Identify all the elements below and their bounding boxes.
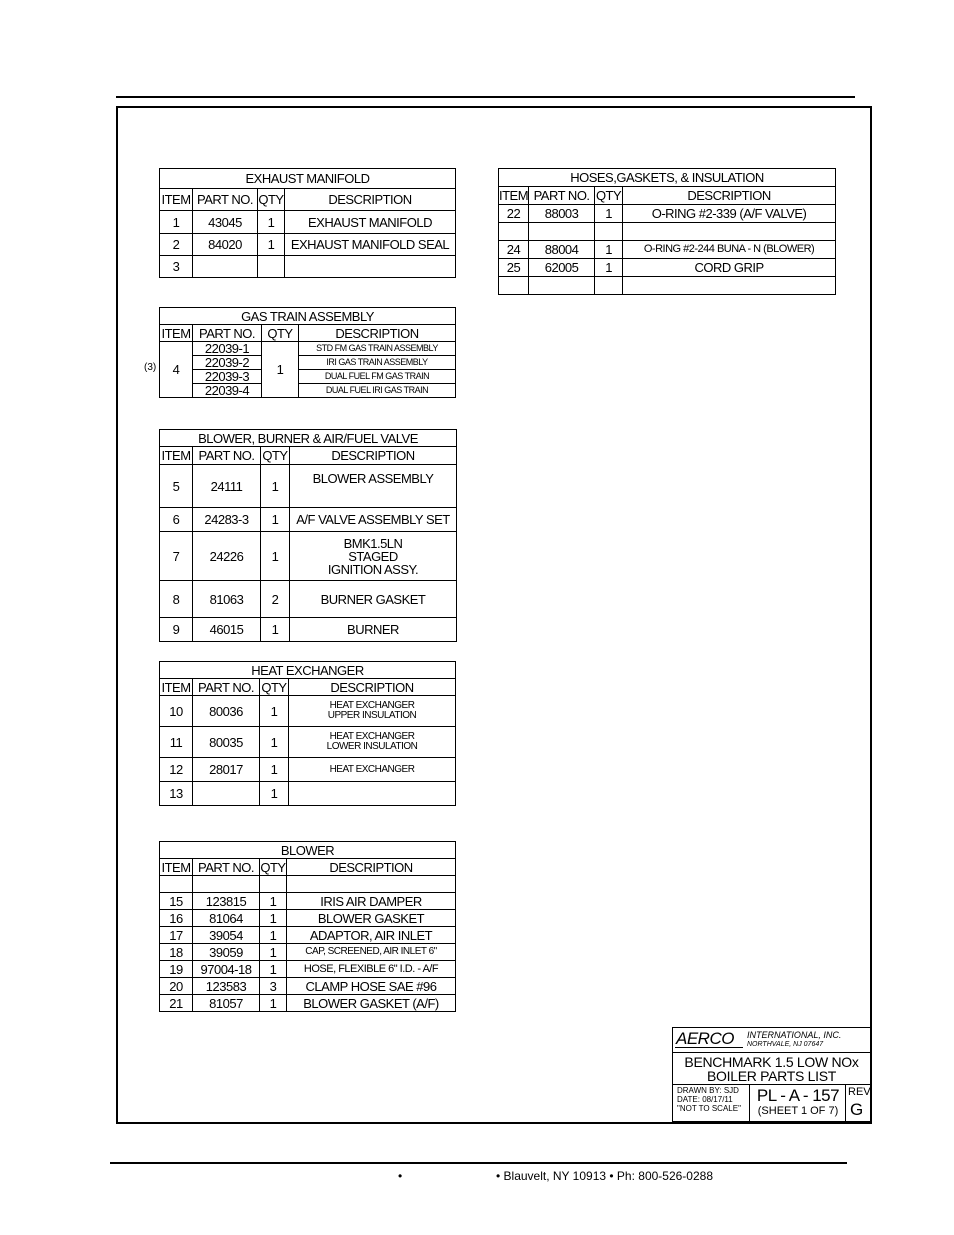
footer-rule [110,1162,847,1164]
hoses-gaskets-table [498,168,836,295]
sheet-number: (SHEET 1 OF 7) [757,1105,839,1117]
heat-exchanger-table [159,661,456,806]
col-header-description: DESCRIPTION [287,859,456,876]
col-header-item: ITEM [160,189,193,211]
drawn-by: DRAWN BY: SJD [677,1086,739,1095]
gas-train-item: 4 [160,342,193,398]
company-logo: AERCO [676,1029,734,1048]
table-row [160,876,456,893]
col-header-part: PART NO. [529,187,595,205]
blower-burner-table [159,429,457,642]
table-title: HEAT EXCHANGER [160,662,456,679]
table-row: 13 1 [160,782,456,806]
col-header-qty: QTY [595,188,622,203]
table-row: 18 39059 1 CAP, SCREENED, AIR INLET 6" [160,944,456,961]
table-row: 4 22039-1 1 STD FM GAS TRAIN ASSEMBLY [160,342,456,356]
col-header-qty: QTY [258,189,285,211]
col-header-qty: QTY [260,859,286,875]
gas-train-qty: 1 [262,342,299,398]
drawing-number: PL - A - 157 [756,1086,840,1105]
table-row: 11 80035 1 HEAT EXCHANGER LOWER INSULATION [160,727,456,758]
table-row: 17 39054 1 ADAPTOR, AIR INLET [160,927,456,944]
table-title: BLOWER [160,842,456,859]
col-header-qty: QTY [261,679,287,695]
col-header-description: DESCRIPTION [623,187,836,205]
col-header-description: DESCRIPTION [290,447,457,465]
col-header-description: DESCRIPTION [285,189,456,211]
gas-train-table [159,307,456,398]
table-row: 6 24283-3 1 A/F VALVE ASSEMBLY SET [160,508,457,532]
col-header-item: ITEM [161,448,191,463]
footer [398,1169,713,1183]
table-row: 21 81057 1 BLOWER GASKET (A/F) [160,995,456,1012]
table-row: 24 88004 1 O-RING #2-244 BUNA - N (BLOWER) [499,241,836,259]
rev-label: REV [848,1086,871,1098]
table-row: 22039-3 DUAL FUEL FM GAS TRAIN [160,370,456,384]
table-row: 9 46015 1 BURNER [160,618,457,642]
blower-table [159,841,456,1012]
col-header-part: PART NO. [193,325,262,342]
table-row: 5 24111 1 BLOWER ASSEMBLY [160,465,457,508]
drawing-title-line1: BENCHMARK 1.5 LOW NOx [684,1054,859,1070]
col-header-qty: QTY [262,448,288,463]
table-title: EXHAUST MANIFOLD [160,169,456,189]
col-header-description: DESCRIPTION [299,325,456,342]
col-header-part: PART NO. [193,189,258,211]
table-row: 1 43045 1 EXHAUST MANIFOLD [160,211,456,234]
col-header-description: DESCRIPTION [289,679,456,696]
table-title: HOSES,GASKETS, & INSULATION [499,169,836,187]
table-row: 10 80036 1 HEAT EXCHANGER UPPER INSULATION [160,696,456,727]
col-header-item: ITEM [499,188,529,203]
table-row: 8 81063 2 BURNER GASKET [160,581,457,618]
col-header-part: PART NO. [193,447,261,465]
drawing-title-line2: BOILER PARTS LIST [707,1068,836,1084]
company-name: INTERNATIONAL, INC. [747,1030,842,1040]
exhaust-manifold-table [159,168,456,278]
table-row: 22039-2 IRI GAS TRAIN ASSEMBLY [160,356,456,370]
table-row: 19 97004-18 1 HOSE, FLEXIBLE 6" I.D. - A/F [160,961,456,978]
logo-underline [675,1047,743,1048]
table-row: 15 123815 1 IRIS AIR DAMPER [160,893,456,910]
table-title: GAS TRAIN ASSEMBLY [160,308,456,325]
table-row: 22039-4 DUAL FUEL IRI GAS TRAIN [160,384,456,398]
rev-value: G [850,1100,864,1119]
company-address: NORTHVALE, NJ 07647 [747,1041,824,1048]
title-block [672,1027,871,1122]
table-row: 3 [160,256,456,278]
table-row: 12 28017 1 HEAT EXCHANGER [160,758,456,782]
col-header-qty: QTY [262,325,299,342]
footer-address: • Blauvelt, NY 10913 • Ph: 800-526-0288 [496,1169,713,1183]
gas-train-note: (3) [144,362,157,373]
table-title: BLOWER, BURNER & AIR/FUEL VALVE [160,430,457,447]
drawn-info [673,1085,750,1122]
col-header-item: ITEM [161,859,191,875]
scale-note: "NOT TO SCALE" [677,1103,741,1113]
col-header-item: ITEM [161,325,191,341]
col-header-part: PART NO. [193,859,260,876]
table-row: 7 24226 1 BMK1.5LN STAGED IGNITION ASSY. [160,532,457,581]
footer-bullet: • [398,1169,403,1183]
col-header-item: ITEM [161,679,191,695]
table-row: 25 62005 1 CORD GRIP [499,259,836,277]
table-row: 20 123583 3 CLAMP HOSE SAE #96 [160,978,456,995]
table-row [499,277,836,295]
table-row: 22 88003 1 O-RING #2-339 (A/F VALVE) [499,205,836,223]
col-header-part: PART NO. [193,679,260,696]
table-row: 16 81064 1 BLOWER GASKET [160,910,456,927]
drawn-date: DATE: 08/17/11 [677,1094,733,1104]
table-row [499,223,836,241]
table-row: 2 84020 1 EXHAUST MANIFOLD SEAL [160,234,456,256]
top-rule [116,96,855,98]
